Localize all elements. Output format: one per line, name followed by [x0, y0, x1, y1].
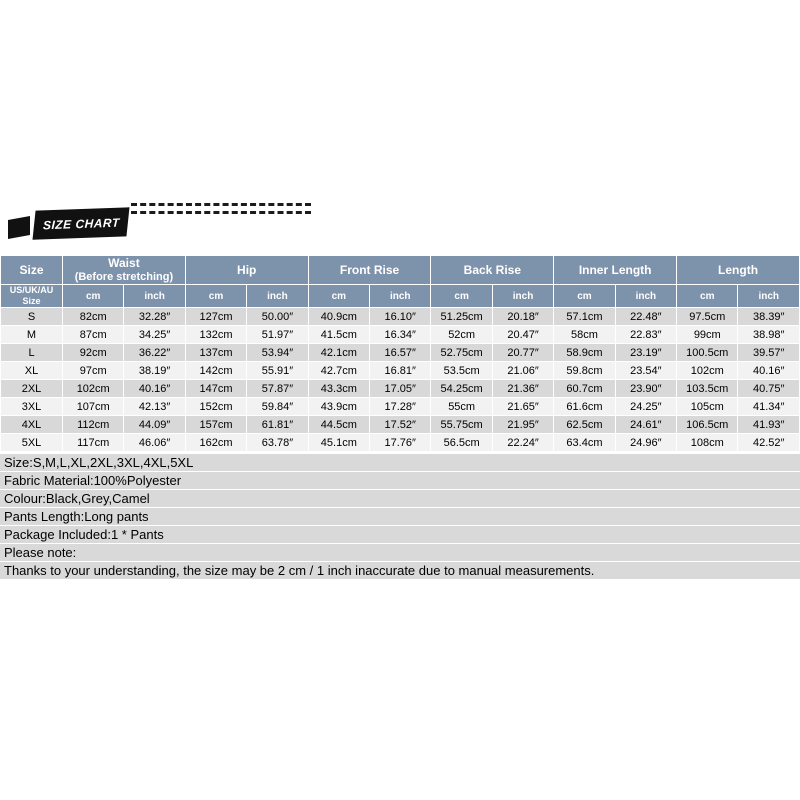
value-cell: 41.5cm: [308, 326, 369, 344]
size-standard-label: US/UK/AU: [9, 285, 54, 296]
value-cell: 52cm: [431, 326, 492, 344]
value-cell: 22.48″: [615, 308, 676, 326]
unit-header-inch: inch: [492, 285, 553, 308]
value-cell: 55.75cm: [431, 416, 492, 434]
size-cell: 2XL: [1, 380, 63, 398]
value-cell: 23.90″: [615, 380, 676, 398]
table-row: [1, 344, 800, 362]
ribbon-tail-icon: [8, 216, 30, 239]
value-cell: 22.24″: [492, 434, 553, 452]
value-cell: 42.52″: [738, 434, 800, 452]
value-cell: 17.76″: [370, 434, 431, 452]
value-cell: 57.87″: [247, 380, 308, 398]
value-cell: 112cm: [63, 416, 124, 434]
value-cell: 52.75cm: [431, 344, 492, 362]
value-cell: 157cm: [185, 416, 246, 434]
note-please-note: Please note:: [0, 544, 800, 561]
value-cell: 105cm: [677, 398, 738, 416]
value-cell: 137cm: [185, 344, 246, 362]
header-group-row: [1, 256, 800, 285]
size-chart-content: [0, 255, 800, 580]
value-cell: 36.22″: [124, 344, 185, 362]
dashed-line-bottom: [131, 211, 311, 214]
unit-header-inch: inch: [124, 285, 185, 308]
note-size: Size:S,M,L,XL,2XL,3XL,4XL,5XL: [0, 454, 800, 471]
unit-header-inch: inch: [615, 285, 676, 308]
value-cell: 61.81″: [247, 416, 308, 434]
table-row: [1, 380, 800, 398]
unit-header-inch: inch: [247, 285, 308, 308]
col-header-back-rise: Back Rise: [431, 256, 554, 285]
note-colour: Colour:Black,Grey,Camel: [0, 490, 800, 507]
unit-header-cm: cm: [185, 285, 246, 308]
size-chart-table: [0, 255, 800, 452]
dashed-line-top: [131, 203, 311, 206]
value-cell: 17.05″: [370, 380, 431, 398]
value-cell: 127cm: [185, 308, 246, 326]
value-cell: 17.28″: [370, 398, 431, 416]
note-package-included: Package Included:1 * Pants: [0, 526, 800, 543]
note-disclaimer: Thanks to your understanding, the size may be 2 cm / 1 inch inaccurate due to manual measurements.: [0, 562, 800, 579]
value-cell: 44.5cm: [308, 416, 369, 434]
col-header-front-rise: Front Rise: [308, 256, 431, 285]
value-cell: 41.93″: [738, 416, 800, 434]
value-cell: 142cm: [185, 362, 246, 380]
value-cell: 54.25cm: [431, 380, 492, 398]
value-cell: 147cm: [185, 380, 246, 398]
size-cell: 5XL: [1, 434, 63, 452]
value-cell: 82cm: [63, 308, 124, 326]
value-cell: 40.75″: [738, 380, 800, 398]
table-row: [1, 308, 800, 326]
value-cell: 97cm: [63, 362, 124, 380]
value-cell: 44.09″: [124, 416, 185, 434]
value-cell: 107cm: [63, 398, 124, 416]
header-unit-row: [1, 285, 800, 308]
ribbon-banner: [32, 207, 129, 239]
value-cell: 59.8cm: [554, 362, 615, 380]
value-cell: 55.91″: [247, 362, 308, 380]
value-cell: 102cm: [677, 362, 738, 380]
value-cell: 23.54″: [615, 362, 676, 380]
value-cell: 61.6cm: [554, 398, 615, 416]
value-cell: 38.98″: [738, 326, 800, 344]
value-cell: 56.5cm: [431, 434, 492, 452]
value-cell: 51.97″: [247, 326, 308, 344]
table-row: [1, 362, 800, 380]
col-header-inner-length: Inner Length: [554, 256, 677, 285]
value-cell: 102cm: [63, 380, 124, 398]
size-chart-ribbon: [0, 198, 800, 250]
table-row: [1, 398, 800, 416]
value-cell: 92cm: [63, 344, 124, 362]
table-row: [1, 434, 800, 452]
value-cell: 51.25cm: [431, 308, 492, 326]
unit-header-cm: cm: [63, 285, 124, 308]
value-cell: 53.5cm: [431, 362, 492, 380]
value-cell: 60.7cm: [554, 380, 615, 398]
size-cell: 3XL: [1, 398, 63, 416]
col-header-waist-sub: (Before stretching): [74, 270, 174, 283]
value-cell: 40.16″: [124, 380, 185, 398]
value-cell: 43.3cm: [308, 380, 369, 398]
value-cell: 55cm: [431, 398, 492, 416]
unit-header-cm: cm: [554, 285, 615, 308]
note-pants-length: Pants Length:Long pants: [0, 508, 800, 525]
value-cell: 24.96″: [615, 434, 676, 452]
value-cell: 24.61″: [615, 416, 676, 434]
value-cell: 42.7cm: [308, 362, 369, 380]
value-cell: 16.10″: [370, 308, 431, 326]
unit-header-cm: cm: [431, 285, 492, 308]
value-cell: 63.78″: [247, 434, 308, 452]
value-cell: 58cm: [554, 326, 615, 344]
value-cell: 87cm: [63, 326, 124, 344]
value-cell: 39.57″: [738, 344, 800, 362]
value-cell: 162cm: [185, 434, 246, 452]
value-cell: 42.13″: [124, 398, 185, 416]
value-cell: 17.52″: [370, 416, 431, 434]
value-cell: 50.00″: [247, 308, 308, 326]
value-cell: 38.19″: [124, 362, 185, 380]
size-cell: M: [1, 326, 63, 344]
value-cell: 103.5cm: [677, 380, 738, 398]
page-title: SIZE CHART: [42, 215, 120, 232]
value-cell: 45.1cm: [308, 434, 369, 452]
col-header-hip: Hip: [185, 256, 308, 285]
value-cell: 21.95″: [492, 416, 553, 434]
unit-header-cm: cm: [677, 285, 738, 308]
value-cell: 99cm: [677, 326, 738, 344]
size-cell: 4XL: [1, 416, 63, 434]
value-cell: 21.06″: [492, 362, 553, 380]
value-cell: 63.4cm: [554, 434, 615, 452]
value-cell: 53.94″: [247, 344, 308, 362]
value-cell: 42.1cm: [308, 344, 369, 362]
value-cell: 23.19″: [615, 344, 676, 362]
value-cell: 40.9cm: [308, 308, 369, 326]
size-standard-label-2: Size: [22, 296, 41, 306]
col-header-us-uk-au-size: [1, 285, 63, 308]
value-cell: 16.34″: [370, 326, 431, 344]
value-cell: 117cm: [63, 434, 124, 452]
value-cell: 40.16″: [738, 362, 800, 380]
unit-header-inch: inch: [738, 285, 800, 308]
value-cell: 57.1cm: [554, 308, 615, 326]
value-cell: 106.5cm: [677, 416, 738, 434]
value-cell: 20.77″: [492, 344, 553, 362]
product-notes: [0, 454, 800, 579]
value-cell: 20.18″: [492, 308, 553, 326]
value-cell: 32.28″: [124, 308, 185, 326]
value-cell: 24.25″: [615, 398, 676, 416]
value-cell: 100.5cm: [677, 344, 738, 362]
value-cell: 132cm: [185, 326, 246, 344]
value-cell: 58.9cm: [554, 344, 615, 362]
col-header-length: Length: [677, 256, 800, 285]
value-cell: 59.84″: [247, 398, 308, 416]
value-cell: 43.9cm: [308, 398, 369, 416]
note-fabric-material: Fabric Material:100%Polyester: [0, 472, 800, 489]
col-header-waist: [63, 256, 186, 285]
value-cell: 152cm: [185, 398, 246, 416]
unit-header-cm: cm: [308, 285, 369, 308]
value-cell: 62.5cm: [554, 416, 615, 434]
value-cell: 46.06″: [124, 434, 185, 452]
table-row: [1, 326, 800, 344]
value-cell: 108cm: [677, 434, 738, 452]
value-cell: 41.34″: [738, 398, 800, 416]
value-cell: 21.65″: [492, 398, 553, 416]
col-header-waist-label: Waist: [108, 256, 140, 271]
value-cell: 20.47″: [492, 326, 553, 344]
size-cell: XL: [1, 362, 63, 380]
value-cell: 38.39″: [738, 308, 800, 326]
unit-header-inch: inch: [370, 285, 431, 308]
value-cell: 16.81″: [370, 362, 431, 380]
value-cell: 22.83″: [615, 326, 676, 344]
size-cell: L: [1, 344, 63, 362]
value-cell: 34.25″: [124, 326, 185, 344]
size-cell: S: [1, 308, 63, 326]
table-row: [1, 416, 800, 434]
col-header-size: Size: [1, 256, 63, 285]
value-cell: 97.5cm: [677, 308, 738, 326]
value-cell: 21.36″: [492, 380, 553, 398]
value-cell: 16.57″: [370, 344, 431, 362]
